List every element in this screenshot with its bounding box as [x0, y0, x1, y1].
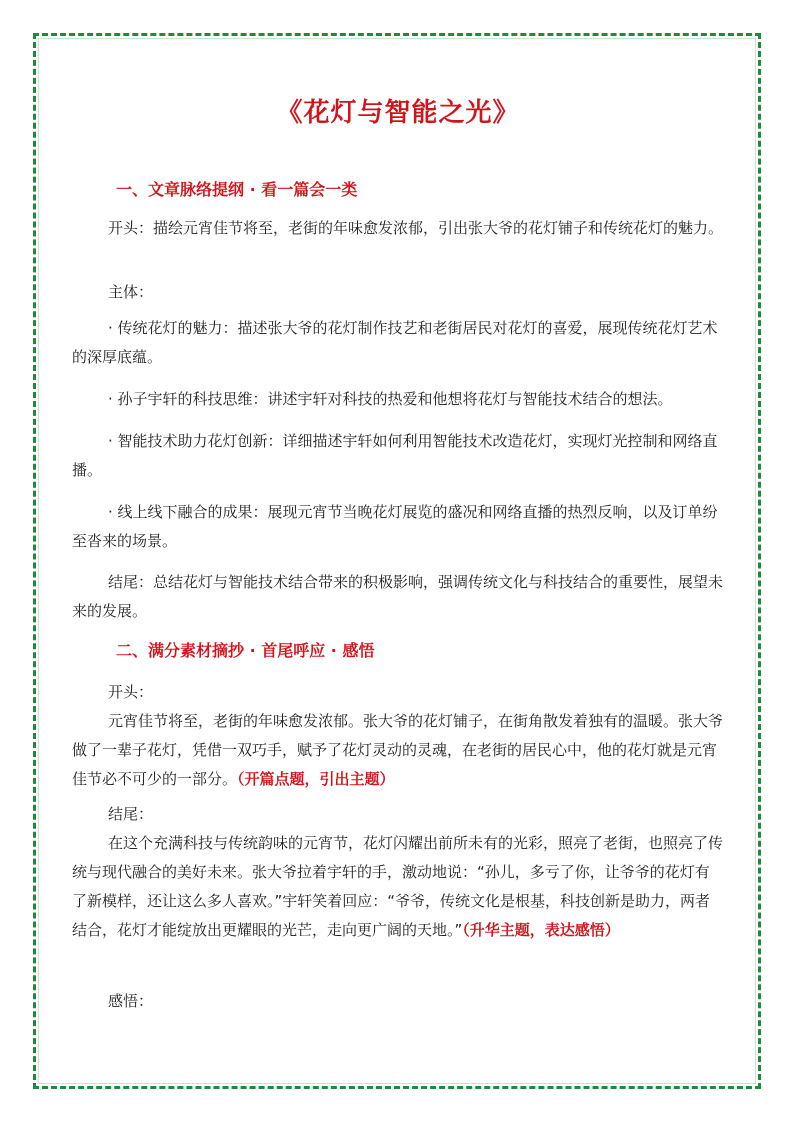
document-title: 《花灯与智能之光》 [276, 98, 520, 128]
excerpt-opening-note: （开篇点题，引出主题） [237, 770, 395, 788]
excerpt-ending-note: （升华主题，表达感悟） [462, 921, 620, 939]
outline-bullet: · 智能技术助力花灯创新：详细描述宇轩如何利用智能技术改造花灯，实现灯光控制和网络直播。 [72, 432, 718, 479]
excerpt-opening-body: 元宵佳节将至，老街的年味愈发浓郁。张大爷的花灯铺子，在街角散发着独有的温暖。张大爷做了一辈子花灯，凭借一双巧手，赋予了花灯灵动的灵魂，在老街的居民心中，他的花灯就是元宵佳节必不可少的一部分。 [72, 712, 724, 788]
excerpt-ending-text [72, 829, 724, 945]
outline-opening: 开头：描绘元宵佳节将至，老街的年味愈发浓郁，引出张大爷的花灯铺子和传统花灯的魅力。 [108, 219, 724, 237]
outline-bullet: · 孙子宇轩的科技思维：讲述宇轩对科技的热爱和他想将花灯与智能技术结合的想法。 [108, 390, 673, 408]
insight-label: 感悟： [108, 992, 154, 1010]
outline-ending: 结尾：总结花灯与智能技术结合带来的积极影响，强调传统文化与科技结合的重要性，展望未来的发展。 [72, 573, 724, 620]
section-heading-outline: 一、文章脉络提纲 · 看一篇会一类 [116, 180, 358, 199]
outline-body-label: 主体： [108, 283, 154, 301]
outline-bullet: · 线上线下融合的成果：展现元宵节当晚花灯展览的盛况和网络直播的热烈反响，以及订单纷至沓来的场景。 [72, 503, 718, 550]
section-heading-excerpts: 二、满分素材摘抄 · 首尾呼应 · 感悟 [116, 641, 375, 660]
outline-bullet: · 传统花灯的魅力：描述张大爷的花灯制作技艺和老街居民对花灯的喜爱，展现传统花灯艺术的深厚底蕴。 [72, 319, 718, 366]
excerpt-ending-body: 在这个充满科技与传统韵味的元宵节，花灯闪耀出前所未有的光彩，照亮了老街，也照亮了传统与现代融合的美好未来。张大爷拉着宇轩的手，激动地说：“孙儿，多亏了你，让爷爷的花灯有了新模样，还让这么多人喜欢。”宇轩笑着回应：“爷爷，传统文化是根基，科技创新是助力，两者结合，花灯才能绽放出更耀眼的光芒，走向更广阔的天地。” [72, 834, 724, 939]
excerpt-ending-label: 结尾： [108, 805, 154, 823]
excerpt-opening-label: 开头： [108, 683, 154, 701]
excerpt-opening-text [72, 707, 724, 794]
